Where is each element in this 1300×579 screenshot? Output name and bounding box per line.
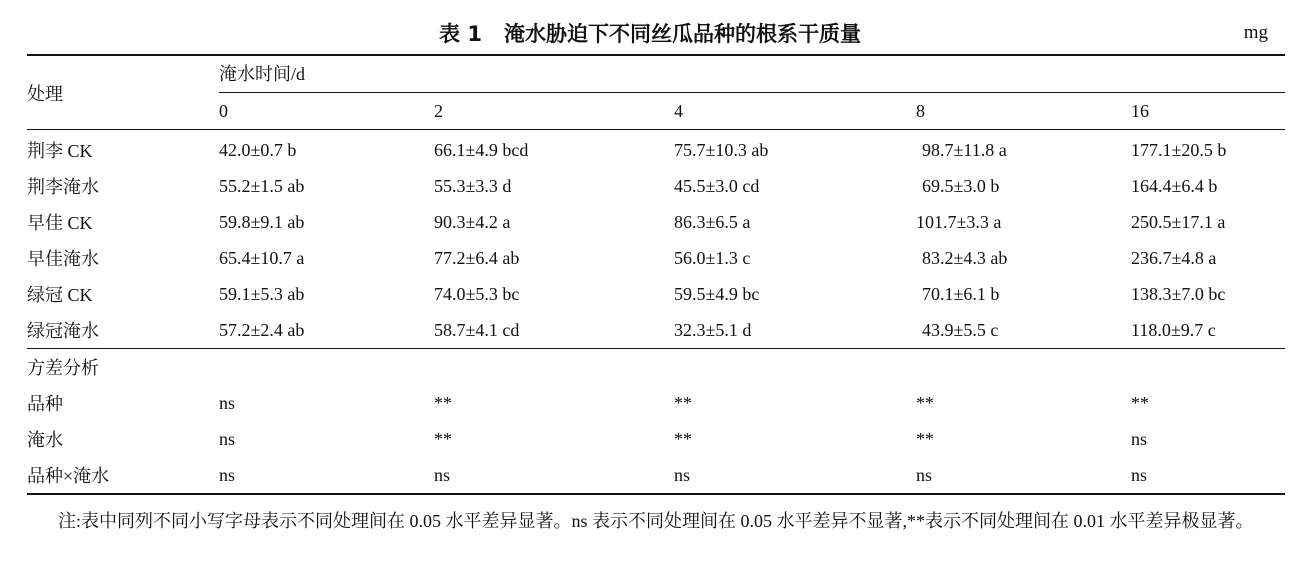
header-treatment: 处理: [27, 55, 219, 130]
table-cell: ns: [1131, 457, 1285, 494]
table-cell: 177.1±20.5 b: [1131, 139, 1227, 160]
table-cell: 77.2±6.4 ab: [434, 247, 520, 268]
table-cell: ns: [219, 428, 236, 449]
table-row: [27, 312, 1285, 349]
table-cell: 69.5±3.0 b: [922, 175, 1000, 196]
table-cell: 55.2±1.5 ab: [219, 175, 305, 196]
data-table: [27, 54, 1285, 495]
table-row: [27, 457, 1285, 494]
anova-heading: 方差分析: [27, 349, 219, 386]
row-label: 品种: [27, 394, 63, 414]
table-cell: **: [916, 392, 934, 413]
header-day: 2: [434, 93, 674, 130]
table-cell: 101.7±3.3 a: [916, 211, 1002, 232]
table-cell: 57.2±2.4 ab: [219, 319, 305, 340]
table-cell: 56.0±1.3 c: [674, 247, 751, 268]
header-day: 16: [1131, 93, 1285, 130]
row-label: 荆李淹水: [27, 177, 99, 197]
header-flood-time: [219, 55, 1285, 93]
table-cell: 250.5±17.1 a: [1131, 211, 1226, 232]
table-cell: **: [434, 428, 452, 449]
table-cell: 90.3±4.2 a: [434, 211, 511, 232]
row-label: 荆李 CK: [27, 141, 93, 161]
table-cell: ns: [434, 457, 674, 494]
table-row: [27, 130, 1285, 169]
row-label: 品种×淹水: [27, 457, 219, 494]
table-cell: ns: [219, 457, 434, 494]
table-cell: 118.0±9.7 c: [1131, 319, 1216, 340]
table-body-data: [27, 130, 1285, 349]
row-label: 淹水: [27, 430, 63, 450]
table-cell: 59.1±5.3 ab: [219, 283, 305, 304]
unit-label: mg: [1243, 22, 1268, 43]
table-caption: [0, 18, 1300, 48]
row-label: 绿冠淹水: [27, 321, 99, 341]
table-cell: **: [1131, 392, 1149, 413]
table-cell: **: [674, 392, 692, 413]
table-cell: 65.4±10.7 a: [219, 247, 305, 268]
header-row-group: [27, 55, 1285, 93]
table-row: [27, 204, 1285, 240]
table-header: [27, 55, 1285, 130]
table-cell: 59.5±4.9 bc: [674, 283, 760, 304]
table-cell: 86.3±6.5 a: [674, 211, 751, 232]
table-cell: **: [434, 392, 452, 413]
table-cell: 42.0±0.7 b: [219, 139, 297, 160]
row-label: 早佳 CK: [27, 213, 93, 233]
table-cell: **: [916, 428, 934, 449]
table-body-anova: [27, 349, 1285, 495]
table-cell: 66.1±4.9 bcd: [434, 139, 529, 160]
table-cell: 98.7±11.8 a: [922, 139, 1007, 160]
table-cell: 74.0±5.3 bc: [434, 283, 520, 304]
table-cell: 45.5±3.0 cd: [674, 175, 760, 196]
table-row: [27, 385, 1285, 421]
table-cell: ns: [1131, 428, 1148, 449]
table-cell: 83.2±4.3 ab: [922, 247, 1008, 268]
anova-heading-row: [27, 349, 1285, 386]
table-cell: 164.4±6.4 b: [1131, 175, 1218, 196]
table-title: 淹水胁迫下不同丝瓜品种的根系干质量: [503, 22, 861, 46]
table-row: [27, 240, 1285, 276]
table-cell: 70.1±6.1 b: [922, 283, 1000, 304]
table-cell: **: [674, 428, 692, 449]
table-cell: 43.9±5.5 c: [922, 319, 999, 340]
header-day: 4: [674, 93, 916, 130]
table-row: [27, 276, 1285, 312]
header-day: 0: [219, 93, 434, 130]
row-label: 早佳淹水: [27, 249, 99, 269]
table-number: 表 1: [439, 22, 482, 46]
table-cell: 55.3±3.3 d: [434, 175, 512, 196]
table-cell: 32.3±5.1 d: [674, 319, 752, 340]
table-cell: ns: [674, 457, 916, 494]
table-row: [27, 168, 1285, 204]
table-cell: 75.7±10.3 ab: [674, 139, 769, 160]
header-flood-time-label: 淹水时间/d: [219, 56, 1285, 93]
table-cell: 138.3±7.0 bc: [1131, 283, 1226, 304]
table-footnote: 注:表中同列不同小写字母表示不同处理间在 0.05 水平差异显著。ns 表示不同处理间在 0.05 水平差异不显著,**表示不同处理间在 0.01 水平差异极显著。: [58, 511, 1254, 531]
table-cell: 58.7±4.1 cd: [434, 319, 520, 340]
table-cell: 59.8±9.1 ab: [219, 211, 305, 232]
table-row: [27, 421, 1285, 457]
table-cell: ns: [916, 457, 1131, 494]
row-label: 绿冠 CK: [27, 285, 93, 305]
header-day: 8: [916, 93, 1131, 130]
table-cell: ns: [219, 392, 236, 413]
table-cell: 236.7±4.8 a: [1131, 247, 1217, 268]
